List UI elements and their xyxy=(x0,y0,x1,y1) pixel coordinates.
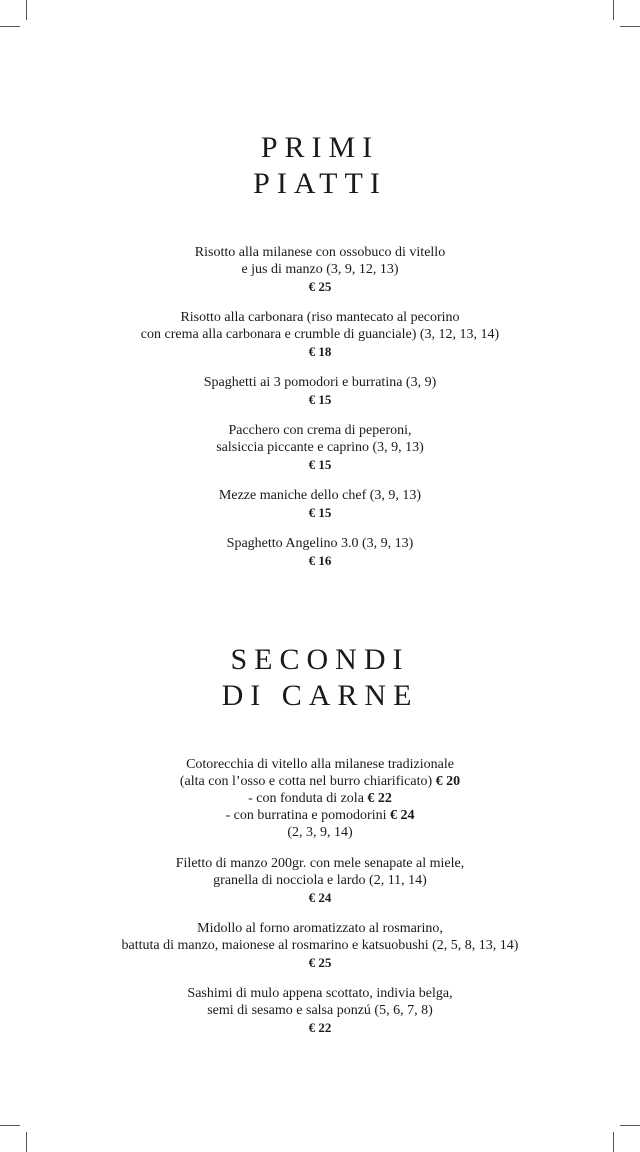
section-title-line: DI CARNE xyxy=(221,679,419,712)
dish-description: Sashimi di mulo appena scottato, indivia belga, xyxy=(187,986,453,1001)
dish-price: € 15 xyxy=(308,505,332,520)
menu-items xyxy=(0,244,640,569)
dish-price: € 20 xyxy=(435,774,461,789)
crop-mark-bottom-right xyxy=(613,1132,614,1152)
dish-allergens: (2, 3, 9, 14) xyxy=(287,825,353,840)
dish-description: battuta di manzo, maionese al rosmarino e katsuobushi (2, 5, 8, 13, 14) xyxy=(121,938,519,953)
menu-item xyxy=(0,374,640,408)
crop-mark-bottom-left-h xyxy=(0,1125,20,1126)
dish-variant xyxy=(0,790,640,807)
dish-description: Mezze maniche dello chef (3, 9, 13) xyxy=(218,488,422,503)
dish-price: € 24 xyxy=(308,890,332,905)
section-title xyxy=(0,642,640,714)
section-title-line: SECONDI xyxy=(230,643,410,676)
crop-mark-bottom-left xyxy=(26,1132,27,1152)
dish-price: € 15 xyxy=(308,392,332,407)
menu-item xyxy=(0,855,640,906)
dish-description: Spaghetti ai 3 pomodori e burratina (3, 9) xyxy=(203,375,437,390)
dish-description: semi di sesamo e salsa ponzú (5, 6, 7, 8) xyxy=(207,1003,433,1018)
dish-description: Cotorecchia di vitello alla milanese tradizionale xyxy=(186,757,454,772)
variant-text: - con burratina e pomodorini xyxy=(225,808,390,823)
dish-description: Risotto alla milanese con ossobuco di vitello xyxy=(194,245,446,260)
dish-price: € 15 xyxy=(308,457,332,472)
menu-items xyxy=(0,756,640,1036)
variant-text: - con fonduta di zola xyxy=(248,791,368,806)
dish-price: € 16 xyxy=(308,553,332,568)
section-secondi-di-carne xyxy=(0,642,640,1050)
variant-text: (alta con l’osso e cotta nel burro chiarificato) xyxy=(179,774,436,789)
dish-price: € 22 xyxy=(367,791,392,806)
dish-price: € 24 xyxy=(389,808,415,823)
dish-variant xyxy=(0,807,640,824)
menu-item xyxy=(0,487,640,521)
menu-item xyxy=(0,244,640,295)
dish-price: € 25 xyxy=(308,279,332,294)
section-primi-piatti xyxy=(0,130,640,583)
menu-item xyxy=(0,422,640,473)
dish-variant xyxy=(0,773,640,790)
crop-mark-top-left xyxy=(26,0,27,20)
dish-price: € 22 xyxy=(308,1020,332,1035)
menu-item xyxy=(0,535,640,569)
dish-description: Risotto alla carbonara (riso mantecato al pecorino xyxy=(180,310,460,325)
dish-description: Filetto di manzo 200gr. con mele senapate al miele, xyxy=(175,856,465,871)
menu-item xyxy=(0,756,640,841)
dish-description: Spaghetto Angelino 3.0 (3, 9, 13) xyxy=(226,536,414,551)
crop-mark-bottom-right-h xyxy=(620,1125,640,1126)
dish-description: salsiccia piccante e caprino (3, 9, 13) xyxy=(216,440,424,455)
dish-description: granella di nocciola e lardo (2, 11, 14) xyxy=(213,873,427,888)
dish-price: € 18 xyxy=(308,344,332,359)
menu-item xyxy=(0,920,640,971)
dish-price: € 25 xyxy=(308,955,332,970)
dish-description: e jus di manzo (3, 9, 12, 13) xyxy=(241,262,399,277)
crop-mark-top-left-h xyxy=(0,26,20,27)
crop-mark-top-right-h xyxy=(620,26,640,27)
section-title xyxy=(0,130,640,202)
section-title-line: PIATTI xyxy=(253,167,387,200)
crop-mark-top-right xyxy=(613,0,614,20)
menu-item xyxy=(0,309,640,360)
dish-description: con crema alla carbonara e crumble di guanciale) (3, 12, 13, 14) xyxy=(140,327,500,342)
dish-description: Midollo al forno aromatizzato al rosmarino, xyxy=(197,921,443,936)
dish-description: Pacchero con crema di peperoni, xyxy=(228,423,412,438)
section-title-line: PRIMI xyxy=(260,131,380,164)
menu-item xyxy=(0,985,640,1036)
